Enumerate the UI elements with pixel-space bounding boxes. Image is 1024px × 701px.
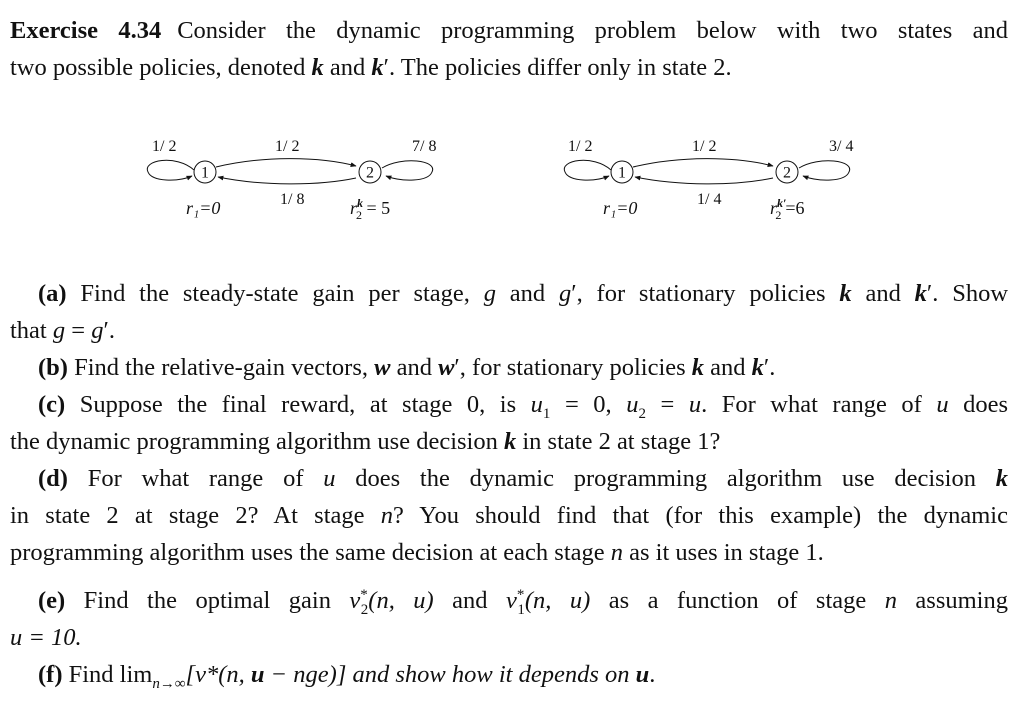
prob-2-2-label: 7/ 8 [412, 138, 437, 155]
self-loop-2-arrow [382, 161, 433, 180]
transition-2-1-arrow [635, 177, 773, 184]
exercise-intro-line-2: two possible policies, denoted k and k′. The policies differ only in state 2. [10, 54, 732, 81]
reward-1-label: r₁=0 [603, 198, 638, 218]
part-f-line-1: (f) Find $\lim_{n\to\infty}[v*(n$, u − nge)] and show how it depends on u. [38, 661, 656, 692]
self-loop-2-arrow [799, 161, 850, 180]
part-c-line-1: (c) Suppose the final reward, at stage 0, is $u_1 = 0$, $u_2 = u$. For what range of u does [38, 391, 1008, 422]
reward-2-label: $r^{k'}$ 2 =6 [770, 196, 805, 222]
part-d-line-1: (d) For what range of u does the dynamic programming algorithm use decision k [38, 465, 1008, 492]
self-loop-1-arrow [147, 160, 194, 180]
state-1-label: 1 [201, 164, 209, 182]
transition-1-2-arrow [216, 159, 356, 167]
exercise-title: Exercise 4.34 [10, 17, 162, 44]
part-d-line-3: programming algorithm uses the same decision at each stage n as it uses in stage 1. [10, 539, 824, 566]
reward-1-label: r₁=0 [186, 198, 221, 218]
part-e-line-1: (e) Find the optimal gain $v^*_2(n$, u) and $v^*_1(n$, u) as a function of stage n assuming [38, 586, 1008, 618]
transition-2-1-arrow [218, 177, 356, 184]
part-a-label: (a) [38, 280, 67, 307]
part-b-line-1: (b) Find the relative-gain vectors, w and w′, for stationary policies k and k′. [38, 354, 776, 381]
part-b-label: (b) [38, 354, 68, 381]
prob-1-1-label: 1/ 2 [568, 138, 593, 155]
part-c-line-2: the dynamic programming algorithm use decision k in state 2 at stage 1? [10, 428, 721, 455]
prob-1-1-label: 1/ 2 [152, 138, 177, 155]
state-1-label: 1 [618, 164, 626, 182]
reward-2-label: $r^k$ 2 = 5 [350, 196, 391, 222]
part-d-line-2: in state 2 at stage 2? At stage n? You should find that (for this example) the dynamic [10, 502, 1008, 529]
part-d-label: (d) [38, 465, 68, 492]
markov-diagrams [0, 120, 1024, 230]
prob-2-2-label: 3/ 4 [829, 138, 854, 155]
state-2-label: 2 [366, 164, 374, 182]
transition-1-2-arrow [633, 159, 773, 167]
part-e-line-2: u = 10. [10, 624, 82, 651]
self-loop-1-arrow [564, 160, 611, 180]
diagram-policy-k [147, 138, 436, 222]
part-a-line-2: that g = g′. [10, 317, 115, 344]
part-a-line-1: (a) Find the steady-state gain per stage, g and g′, for stationary policies k and k′. Show [38, 280, 1009, 307]
prob-2-1-label: 1/ 8 [280, 191, 305, 208]
prob-2-1-label: 1/ 4 [697, 191, 722, 208]
part-e-label: (e) [38, 587, 66, 614]
part-c-label: (c) [38, 391, 66, 418]
state-2-label: 2 [783, 164, 791, 182]
diagram-policy-k-prime [564, 138, 853, 222]
part-f-label: (f) [38, 661, 63, 688]
prob-1-2-label: 1/ 2 [275, 138, 300, 155]
exercise-intro-line-1: Exercise 4.34 Consider the dynamic programming problem below with two states and [10, 17, 1008, 44]
prob-1-2-label: 1/ 2 [692, 138, 717, 155]
